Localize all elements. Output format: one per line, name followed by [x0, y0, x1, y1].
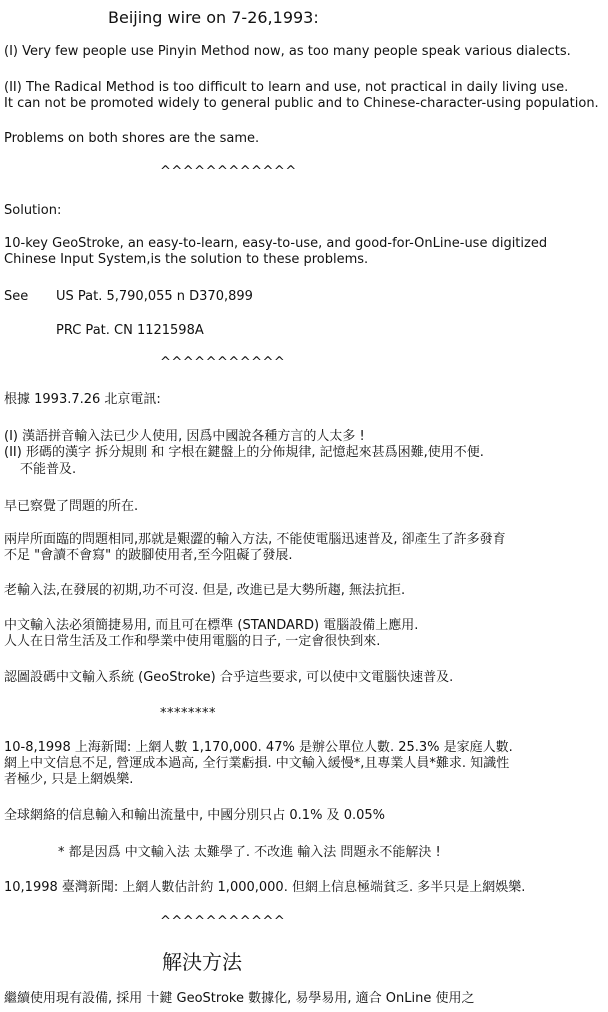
zh-shores-line-2: 不足 "會讀不會寫" 的跛腳使用者,至今阻礙了發展. — [4, 548, 293, 563]
zh-last-line: 繼續使用現有設備, 採用 十鍵 GeoStroke 數據化, 易學易用, 適合 OnLine 使用之 — [4, 991, 475, 1006]
us-patent: US Pat. 5,790,055 n D370,899 — [56, 289, 253, 304]
zh-news-shanghai-line-1: 10-8,1998 上海新聞: 上網人數 1,170,000. 47% 是辦公單位人數. 25.3% 是家庭人數. — [4, 740, 513, 755]
separator-caret-3: ^^^^^^^^^^^ — [160, 914, 286, 929]
zh-geostroke: 認圖設碼中文輸入系統 (GeoStroke) 合乎這些要求, 可以使中文電腦快速普及. — [4, 670, 454, 685]
zh-point-2-line-2: 不能普及. — [20, 462, 77, 477]
point-1-text: (I) Very few people use Pinyin Method now, as too many people speak various dialects. — [4, 44, 571, 59]
point-2-line-1: (II) The Radical Method is too difficult to learn and use, not practical in daily living use. — [4, 80, 569, 95]
section-heading: 解決方法 — [162, 950, 242, 974]
zh-standard-line-1: 中文輸入法必須簡捷易用, 而且可在標準 (STANDARD) 電腦設備上應用. — [4, 618, 419, 633]
zh-point-1: (I) 漢語拼音輸入法已少人使用, 因爲中國說各種方言的人太多 ! — [4, 429, 365, 444]
zh-news-shanghai-line-2: 網上中文信息不足, 營運成本過高, 全行業虧損. 中文輸入緩慢*,且專業人員*難求. 知識性 — [4, 756, 510, 771]
prc-patent: PRC Pat. CN 1121598A — [56, 323, 204, 338]
zh-early-aware: 早已察覺了問題的所在. — [4, 499, 139, 514]
document-title: Beijing wire on 7-26,1993: — [108, 8, 319, 27]
zh-shores-line-1: 兩岸所面臨的問題相同,那就是艱澀的輸入方法, 不能使電腦迅速普及, 卻產生了許多發育 — [4, 532, 506, 547]
solution-label: Solution: — [4, 203, 62, 218]
solution-line-2: Chinese Input System,is the solution to these problems. — [4, 252, 369, 267]
zh-news-taiwan: 10,1998 臺灣新聞: 上網人數估計約 1,000,000. 但網上信息極端貧乏. 多半只是上網娛樂. — [4, 880, 526, 895]
point-2-line-2: It can not be promoted widely to general public and to Chinese-character-using population. — [4, 96, 599, 111]
source-line: 根據 1993.7.26 北京電訊: — [4, 392, 161, 407]
separator-caret-2: ^^^^^^^^^^^ — [160, 355, 286, 370]
zh-point-2-line-1: (II) 形碼的漢字 拆分規則 和 字根在鍵盤上的分佈規律, 記憶起來甚爲困難,使用不便. — [4, 445, 484, 460]
separator-star: ******** — [160, 706, 216, 721]
see-label: See — [4, 289, 29, 304]
solution-line-1: 10-key GeoStroke, an easy-to-learn, easy-to-use, and good-for-OnLine-use digitized — [4, 236, 548, 251]
zh-standard-line-2: 人人在日常生活及工作和學業中使用電腦的日子, 一定會很快到來. — [4, 634, 381, 649]
zh-old-method: 老輸入法,在發展的初期,功不可沒. 但是, 改進已是大勢所趨, 無法抗拒. — [4, 583, 406, 598]
zh-news-shanghai-line-3: 者極少, 只是上網娛樂. — [4, 772, 134, 787]
zh-global-traffic: 全球網絡的信息輸入和輸出流量中, 中國分別只占 0.1% 及 0.05% — [4, 808, 385, 823]
separator-caret-1: ^^^^^^^^^^^^ — [160, 164, 297, 179]
same-problems-text: Problems on both shores are the same. — [4, 131, 260, 146]
zh-footnote: * 都是因爲 中文輸入法 太難學了. 不改進 輸入法 問題永不能解決 ! — [58, 845, 441, 860]
